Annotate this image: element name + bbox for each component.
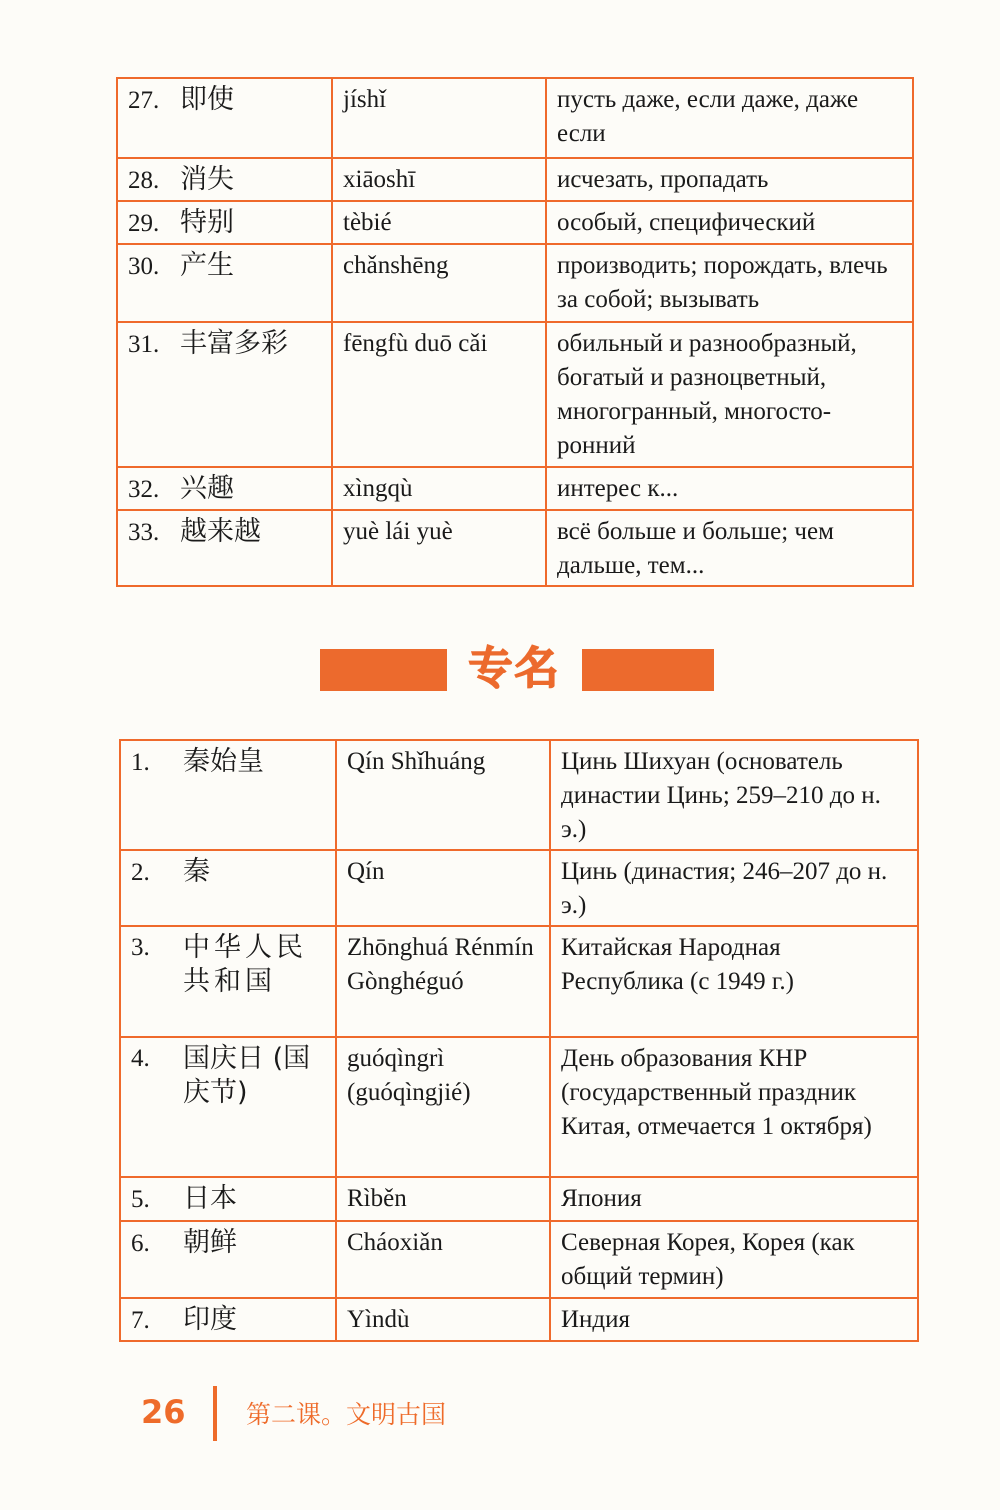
entry-pinyin: Qín Shǐhuáng <box>336 740 550 850</box>
table-row <box>117 244 913 322</box>
entry-hanzi: 特别 <box>180 207 234 238</box>
section-heading <box>320 645 714 695</box>
page-number: 26 <box>141 1393 186 1431</box>
entry-pinyin: xiāoshī <box>332 158 546 201</box>
entry-hanzi: 国庆日 (国庆节) <box>183 1043 311 1108</box>
entry-pinyin: Rìběn <box>336 1177 550 1221</box>
word-cell <box>120 1221 336 1298</box>
entry-pinyin: xìngqù <box>332 467 546 510</box>
word-cell <box>120 850 336 926</box>
entry-translation: День образования КНР (государственный праздник Китая, отмечается 1 октября) <box>550 1037 918 1177</box>
entry-pinyin: Zhōnghuá Rénmín Gònghéguó <box>336 926 550 1037</box>
entry-number: 27. <box>128 87 160 114</box>
entry-hanzi: 朝鲜 <box>183 1227 237 1258</box>
proper-names-table <box>119 739 919 1342</box>
entry-hanzi: 越来越 <box>180 516 261 547</box>
entry-translation: Индия <box>550 1298 918 1341</box>
entry-hanzi: 中华人民共和国 <box>183 932 307 997</box>
entry-number: 1. <box>131 749 150 776</box>
table-row <box>120 1177 918 1221</box>
entry-number: 6. <box>131 1230 150 1257</box>
entry-pinyin: Yìndù <box>336 1298 550 1341</box>
entry-pinyin: fēngfù duō cǎi <box>332 322 546 467</box>
section-title: 专名 <box>468 643 561 694</box>
heading-bar-right <box>582 649 714 691</box>
table-row <box>120 740 918 850</box>
entry-number: 30. <box>128 253 160 280</box>
word-cell <box>120 926 336 1037</box>
entry-number: 31. <box>128 331 160 358</box>
entry-number: 33. <box>128 519 160 546</box>
entry-translation: Северная Корея, Корея (как общий термин) <box>550 1221 918 1298</box>
entry-pinyin: jíshǐ <box>332 78 546 158</box>
word-cell <box>117 244 332 322</box>
table-row <box>117 510 913 586</box>
entry-translation: Япония <box>550 1177 918 1221</box>
chapter-title: 第二课。文明古国 <box>246 1400 447 1429</box>
entry-number: 5. <box>131 1186 150 1213</box>
word-cell <box>117 467 332 510</box>
entry-number: 32. <box>128 476 160 503</box>
entry-hanzi: 消失 <box>180 164 234 195</box>
table-row <box>120 850 918 926</box>
entry-hanzi: 产生 <box>180 250 234 281</box>
table-row <box>117 78 913 158</box>
entry-translation: обильный и разнообразный, богатый и разноцветный, многогранный, многосто-ронний <box>546 322 913 467</box>
entry-pinyin: Qín <box>336 850 550 926</box>
entry-hanzi: 兴趣 <box>180 473 234 504</box>
entry-hanzi: 秦始皇 <box>183 746 264 777</box>
entry-pinyin: chǎnshēng <box>332 244 546 322</box>
entry-translation: Цинь (династия; 246–207 до н. э.) <box>550 850 918 926</box>
entry-translation: всё больше и больше; чем дальше, тем... <box>546 510 913 586</box>
table-row <box>120 1221 918 1298</box>
entry-translation: производить; порождать, влечь за собой; вызывать <box>546 244 913 322</box>
word-cell <box>120 1177 336 1221</box>
heading-bar-left <box>320 649 447 691</box>
word-cell <box>120 740 336 850</box>
word-cell <box>117 322 332 467</box>
entry-hanzi: 日本 <box>183 1183 237 1214</box>
word-cell <box>117 510 332 586</box>
entry-hanzi: 秦 <box>183 856 210 887</box>
entry-pinyin: guóqìngrì (guóqìngjié) <box>336 1037 550 1177</box>
word-cell <box>117 78 332 158</box>
table-row <box>117 158 913 201</box>
entry-translation: пусть даже, если даже, даже если <box>546 78 913 158</box>
entry-hanzi: 即使 <box>180 84 234 115</box>
word-cell <box>120 1298 336 1341</box>
entry-number: 29. <box>128 210 160 237</box>
entry-number: 2. <box>131 859 150 886</box>
word-cell <box>117 201 332 244</box>
footer-divider <box>213 1386 217 1441</box>
entry-translation: исчезать, пропадать <box>546 158 913 201</box>
vocabulary-table <box>116 77 914 587</box>
table-row <box>120 1037 918 1177</box>
entry-translation: интерес к... <box>546 467 913 510</box>
table-row <box>117 467 913 510</box>
table-row <box>117 201 913 244</box>
entry-translation: особый, специфический <box>546 201 913 244</box>
entry-translation: Китайская Народная Республика (с 1949 г.) <box>550 926 918 1037</box>
entry-number: 4. <box>131 1045 150 1072</box>
table-row <box>120 1298 918 1341</box>
entry-number: 7. <box>131 1307 150 1334</box>
word-cell <box>120 1037 336 1177</box>
entry-number: 28. <box>128 167 160 194</box>
entry-pinyin: yuè lái yuè <box>332 510 546 586</box>
entry-translation: Цинь Шихуан (основатель династии Цинь; 259–210 до н. э.) <box>550 740 918 850</box>
table-row <box>120 926 918 1037</box>
entry-number: 3. <box>131 934 150 961</box>
entry-hanzi: 丰富多彩 <box>180 328 288 359</box>
entry-pinyin: Cháoxiǎn <box>336 1221 550 1298</box>
table-row <box>117 322 913 467</box>
word-cell <box>117 158 332 201</box>
entry-pinyin: tèbié <box>332 201 546 244</box>
entry-hanzi: 印度 <box>183 1304 237 1335</box>
